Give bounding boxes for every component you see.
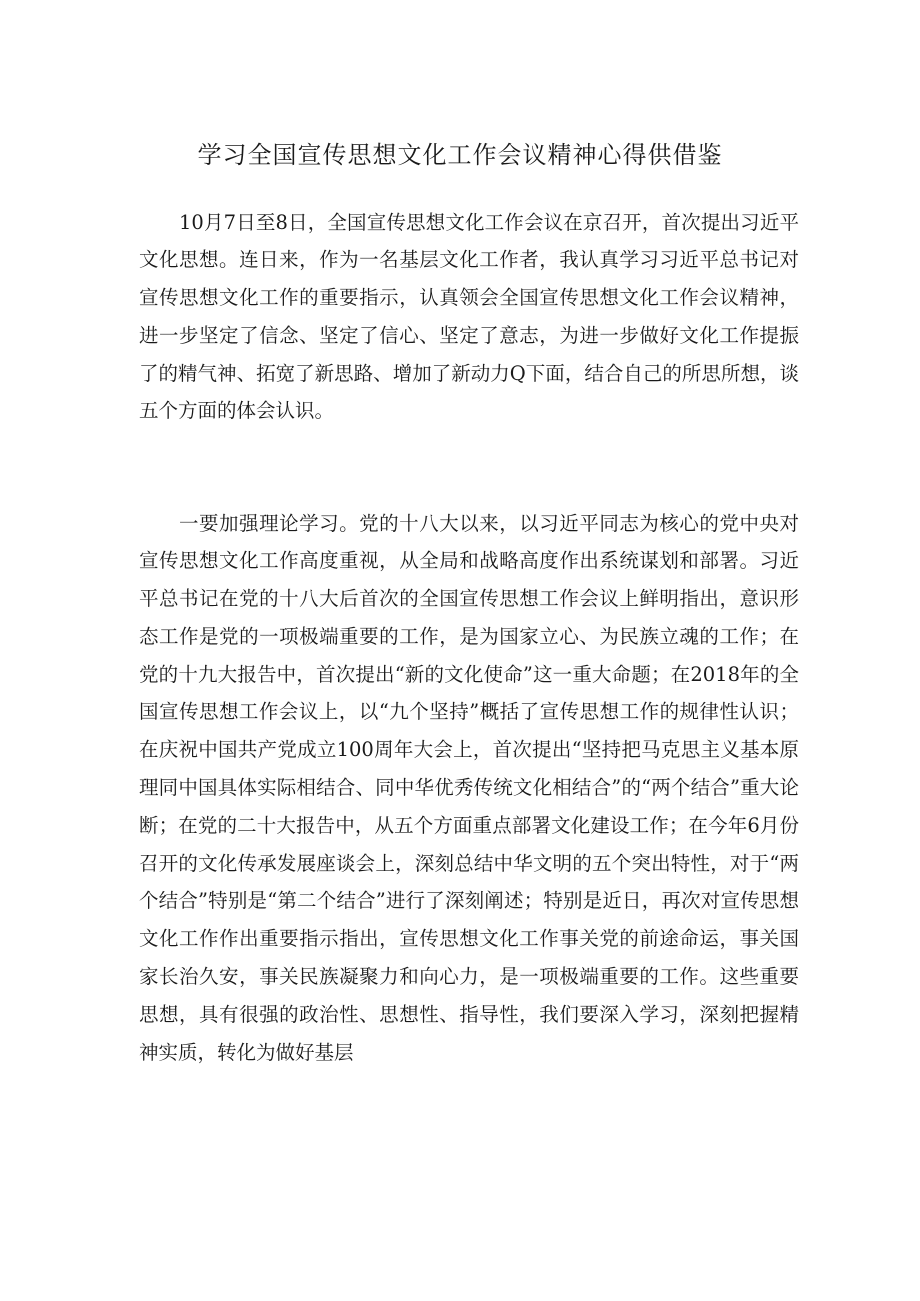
paragraph-theory-study: 一要加强理论学习。党的十八大以来，以习近平同志为核心的党中央对宣传思想文化工作高度重视，从全局和战略高度作出系统谋划和部署。习近平总书记在党的十八大后首次的全国宣传思想工作会议上鲜明指出，意识形态工作是党的一项极端重要的工作，是为国家立心、为民族立魂的工作；在党的十九大报告中，首次提出“新的文化使命”这一重大命题；在2018年的全国宣传思想工作会议上，以“九个坚持”概括了宣传思想工作的规律性认识；在庆祝中国共产党成立100周年大会上，首次提出“坚持把马克思主义基本原理同中国具体实际相结合、同中华优秀传统文化相结合”的“两个结合”重大论断；在党的二十大报告中，从五个方面重点部署文化建设工作；在今年6月份召开的文化传承发展座谈会上，深刻总结中华文明的五个突出特性，对于“两个结合”特别是“第二个结合”进行了深刻阐述；特别是近日，再次对宣传思想文化工作作出重要指示指出，宣传思想文化工作事关党的前途命运，事关国家长治久安，事关民族凝聚力和向心力，是一项极端重要的工作。这些重要思想，具有很强的政治性、思想性、指导性，我们要深入学习，深刻把握精神实质，转化为做好基层 <box>139 511 799 1064</box>
document-title: 学习全国宣传思想文化工作会议精神心得供借鉴 <box>197 141 723 169</box>
paragraph-intro: 10月7日至8日，全国宣传思想文化工作会议在京召开，首次提出习近平文化思想。连日来，作为一名基层文化工作者，我认真学习习近平总书记对宣传思想文化工作的重要指示，认真领会全国宣传思想文化工作会议精神，进一步坚定了信念、坚定了信心、坚定了意志，为进一步做好文化工作提振了的精气神、拓宽了新思路、增加了新动力Q下面，结合自己的所思所想，谈五个方面的体会认识。 <box>139 210 799 423</box>
